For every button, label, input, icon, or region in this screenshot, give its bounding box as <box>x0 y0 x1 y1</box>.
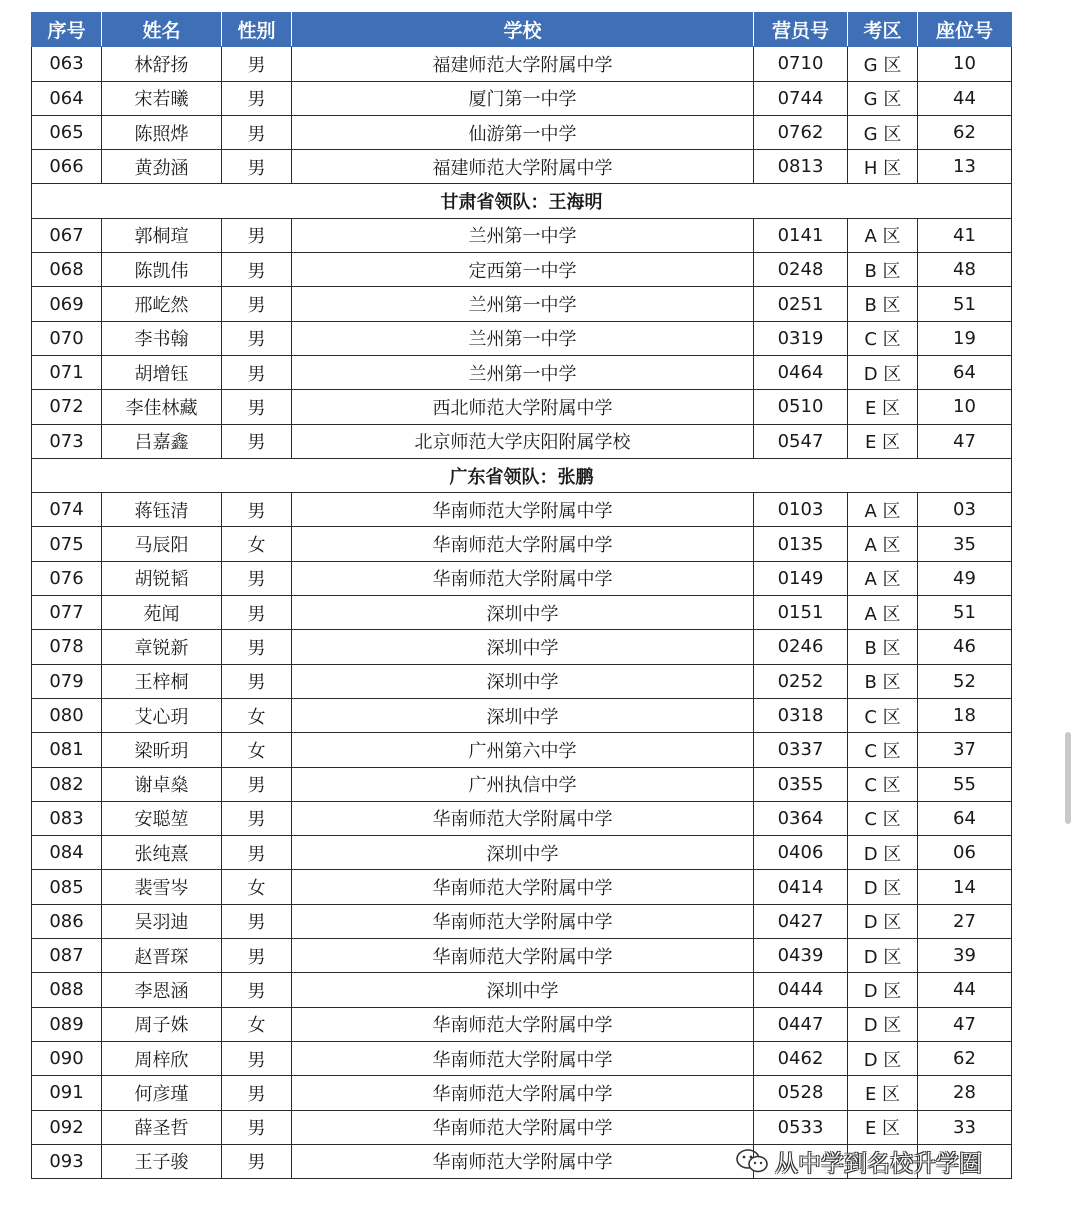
exam-zone-cell: D 区 <box>848 836 918 870</box>
seat-cell: 47 <box>918 1007 1012 1041</box>
table-row <box>32 801 1012 835</box>
table-row <box>32 287 1012 321</box>
table-row <box>32 150 1012 184</box>
name-cell: 陈照烨 <box>102 115 222 149</box>
table-row <box>32 596 1012 630</box>
index-cell: 088 <box>32 973 102 1007</box>
camper-id-cell: 0151 <box>754 596 848 630</box>
group-label: 甘肃省领队：王海明 <box>32 184 1012 218</box>
index-cell: 073 <box>32 424 102 458</box>
table-row <box>32 81 1012 115</box>
exam-zone-cell: E 区 <box>848 1076 918 1110</box>
col-header-gender: 性别 <box>222 13 292 47</box>
watermark-text: 从中学到名校升学圈 <box>775 1150 982 1177</box>
table-row <box>32 973 1012 1007</box>
exam-zone-cell: G 区 <box>848 115 918 149</box>
exam-zone-cell: H 区 <box>848 150 918 184</box>
school-cell: 华南师范大学附属中学 <box>292 801 754 835</box>
exam-zone-cell: B 区 <box>848 287 918 321</box>
table-row <box>32 904 1012 938</box>
table-row <box>32 733 1012 767</box>
index-cell: 083 <box>32 801 102 835</box>
exam-zone-cell: D 区 <box>848 904 918 938</box>
index-cell: 084 <box>32 836 102 870</box>
camper-id-cell: 0447 <box>754 1007 848 1041</box>
index-cell: 074 <box>32 493 102 527</box>
gender-cell: 女 <box>222 733 292 767</box>
exam-zone-cell: E 区 <box>848 390 918 424</box>
seat-cell: 03 <box>918 493 1012 527</box>
table-row <box>32 1076 1012 1110</box>
school-cell: 兰州第一中学 <box>292 321 754 355</box>
table-row <box>32 664 1012 698</box>
gender-cell: 男 <box>222 836 292 870</box>
gender-cell: 男 <box>222 321 292 355</box>
gender-cell: 女 <box>222 527 292 561</box>
wechat-icon <box>735 1148 769 1174</box>
seat-cell: 41 <box>918 218 1012 252</box>
index-cell: 071 <box>32 355 102 389</box>
school-cell: 深圳中学 <box>292 664 754 698</box>
gender-cell: 男 <box>222 390 292 424</box>
name-cell: 张纯熹 <box>102 836 222 870</box>
school-cell: 华南师范大学附属中学 <box>292 1076 754 1110</box>
table-header <box>32 13 1012 47</box>
table-row <box>32 355 1012 389</box>
gender-cell: 男 <box>222 253 292 287</box>
school-cell: 仙游第一中学 <box>292 115 754 149</box>
index-cell: 069 <box>32 287 102 321</box>
gender-cell: 男 <box>222 287 292 321</box>
name-cell: 黄劲涵 <box>102 150 222 184</box>
seat-cell: 47 <box>918 424 1012 458</box>
table-row <box>32 47 1012 81</box>
exam-zone-cell: G 区 <box>848 47 918 81</box>
gender-cell: 男 <box>222 801 292 835</box>
seat-cell: 64 <box>918 355 1012 389</box>
school-cell: 华南师范大学附属中学 <box>292 1110 754 1144</box>
index-cell: 077 <box>32 596 102 630</box>
camper-id-cell: 0528 <box>754 1076 848 1110</box>
table-row <box>32 527 1012 561</box>
camper-id-cell: 0762 <box>754 115 848 149</box>
col-header-seat: 座位号 <box>918 13 1012 47</box>
school-cell: 深圳中学 <box>292 698 754 732</box>
school-cell: 华南师范大学附属中学 <box>292 904 754 938</box>
table-row <box>32 424 1012 458</box>
table-row <box>32 767 1012 801</box>
exam-zone-cell: D 区 <box>848 973 918 1007</box>
name-cell: 李书翰 <box>102 321 222 355</box>
school-cell: 福建师范大学附属中学 <box>292 150 754 184</box>
camper-id-cell: 0364 <box>754 801 848 835</box>
seat-cell: 35 <box>918 527 1012 561</box>
seat-cell: 55 <box>918 767 1012 801</box>
exam-zone-cell: D 区 <box>848 1041 918 1075</box>
index-cell: 086 <box>32 904 102 938</box>
seat-cell: 27 <box>918 904 1012 938</box>
table-row <box>32 1041 1012 1075</box>
seat-cell: 62 <box>918 115 1012 149</box>
school-cell: 华南师范大学附属中学 <box>292 1041 754 1075</box>
table-row <box>32 939 1012 973</box>
seat-cell: 48 <box>918 253 1012 287</box>
school-cell: 深圳中学 <box>292 836 754 870</box>
exam-zone-cell: A 区 <box>848 596 918 630</box>
school-cell: 广州执信中学 <box>292 767 754 801</box>
name-cell: 林舒扬 <box>102 47 222 81</box>
gender-cell: 男 <box>222 81 292 115</box>
group-label: 广东省领队：张鹏 <box>32 458 1012 492</box>
table-body <box>32 47 1012 1179</box>
table-row <box>32 630 1012 664</box>
seat-cell: 33 <box>918 1110 1012 1144</box>
name-cell: 艾心玥 <box>102 698 222 732</box>
camper-id-cell: 0744 <box>754 81 848 115</box>
camper-id-cell: 0141 <box>754 218 848 252</box>
gender-cell: 男 <box>222 939 292 973</box>
name-cell: 章锐新 <box>102 630 222 664</box>
school-cell: 华南师范大学附属中学 <box>292 493 754 527</box>
name-cell: 李恩涵 <box>102 973 222 1007</box>
index-cell: 087 <box>32 939 102 973</box>
exam-zone-cell: C 区 <box>848 698 918 732</box>
camper-id-cell: 0103 <box>754 493 848 527</box>
seat-cell: 28 <box>918 1076 1012 1110</box>
exam-zone-cell: A 区 <box>848 218 918 252</box>
seat-cell: 18 <box>918 698 1012 732</box>
camper-id-cell: 0252 <box>754 664 848 698</box>
exam-zone-cell: B 区 <box>848 630 918 664</box>
seat-cell: 10 <box>918 47 1012 81</box>
exam-zone-cell: D 区 <box>848 870 918 904</box>
name-cell: 蒋钰清 <box>102 493 222 527</box>
gender-cell: 男 <box>222 218 292 252</box>
table-row <box>32 698 1012 732</box>
name-cell: 周子姝 <box>102 1007 222 1041</box>
school-cell: 深圳中学 <box>292 596 754 630</box>
school-cell: 定西第一中学 <box>292 253 754 287</box>
camper-id-cell: 0414 <box>754 870 848 904</box>
gender-cell: 男 <box>222 1041 292 1075</box>
col-header-index: 序号 <box>32 13 102 47</box>
gender-cell: 男 <box>222 904 292 938</box>
camper-id-cell: 0251 <box>754 287 848 321</box>
camper-id-cell: 0533 <box>754 1110 848 1144</box>
index-cell: 079 <box>32 664 102 698</box>
index-cell: 090 <box>32 1041 102 1075</box>
seat-cell: 06 <box>918 836 1012 870</box>
name-cell: 何彦瑾 <box>102 1076 222 1110</box>
name-cell: 吕嘉鑫 <box>102 424 222 458</box>
camper-id-cell: 0427 <box>754 904 848 938</box>
name-cell: 宋若曦 <box>102 81 222 115</box>
camper-id-cell: 0319 <box>754 321 848 355</box>
exam-zone-cell: E 区 <box>848 424 918 458</box>
exam-zone-cell: D 区 <box>848 939 918 973</box>
camper-id-cell: 0444 <box>754 973 848 1007</box>
school-cell: 福建师范大学附属中学 <box>292 47 754 81</box>
school-cell: 华南师范大学附属中学 <box>292 1007 754 1041</box>
index-cell: 081 <box>32 733 102 767</box>
name-cell: 裴雪岑 <box>102 870 222 904</box>
exam-zone-cell: B 区 <box>848 253 918 287</box>
table-row <box>32 870 1012 904</box>
gender-cell: 男 <box>222 115 292 149</box>
header-row <box>32 13 1012 47</box>
index-cell: 089 <box>32 1007 102 1041</box>
group-header-row <box>32 184 1012 218</box>
exam-zone-cell: G 区 <box>848 81 918 115</box>
index-cell: 066 <box>32 150 102 184</box>
gender-cell: 男 <box>222 493 292 527</box>
school-cell: 兰州第一中学 <box>292 355 754 389</box>
group-header-row <box>32 458 1012 492</box>
camper-id-cell: 0510 <box>754 390 848 424</box>
name-cell: 马辰阳 <box>102 527 222 561</box>
table-row <box>32 390 1012 424</box>
camper-id-cell: 0406 <box>754 836 848 870</box>
school-cell: 深圳中学 <box>292 630 754 664</box>
name-cell: 王子骏 <box>102 1144 222 1178</box>
gender-cell: 女 <box>222 698 292 732</box>
camper-id-cell: 0464 <box>754 355 848 389</box>
scrollbar-thumb[interactable] <box>1065 732 1071 824</box>
seat-cell: 13 <box>918 150 1012 184</box>
school-cell: 北京师范大学庆阳附属学校 <box>292 424 754 458</box>
camper-id-cell: 0337 <box>754 733 848 767</box>
name-cell: 苑闻 <box>102 596 222 630</box>
school-cell: 深圳中学 <box>292 973 754 1007</box>
school-cell: 兰州第一中学 <box>292 218 754 252</box>
exam-zone-cell: C 区 <box>848 801 918 835</box>
index-cell: 065 <box>32 115 102 149</box>
exam-zone-cell: A 区 <box>848 561 918 595</box>
school-cell: 西北师范大学附属中学 <box>292 390 754 424</box>
seat-cell: 44 <box>918 81 1012 115</box>
col-header-exam-zone: 考区 <box>848 13 918 47</box>
name-cell: 胡增钰 <box>102 355 222 389</box>
index-cell: 076 <box>32 561 102 595</box>
camper-id-cell: 0355 <box>754 767 848 801</box>
camper-id-cell: 0813 <box>754 150 848 184</box>
seat-cell: 51 <box>918 287 1012 321</box>
gender-cell: 女 <box>222 1007 292 1041</box>
seat-cell: 52 <box>918 664 1012 698</box>
index-cell: 078 <box>32 630 102 664</box>
name-cell: 郭桐瑄 <box>102 218 222 252</box>
index-cell: 072 <box>32 390 102 424</box>
index-cell: 080 <box>32 698 102 732</box>
index-cell: 067 <box>32 218 102 252</box>
name-cell: 邢屹然 <box>102 287 222 321</box>
gender-cell: 男 <box>222 1110 292 1144</box>
exam-zone-cell: C 区 <box>848 321 918 355</box>
seat-cell: 51 <box>918 596 1012 630</box>
gender-cell: 男 <box>222 1076 292 1110</box>
col-header-school: 学校 <box>292 13 754 47</box>
seat-cell: 64 <box>918 801 1012 835</box>
table-row <box>32 253 1012 287</box>
name-cell: 吴羽迪 <box>102 904 222 938</box>
name-cell: 胡锐韬 <box>102 561 222 595</box>
table-row <box>32 1110 1012 1144</box>
school-cell: 华南师范大学附属中学 <box>292 1144 754 1178</box>
name-cell: 赵晋琛 <box>102 939 222 973</box>
index-cell: 085 <box>32 870 102 904</box>
exam-zone-cell: C 区 <box>848 733 918 767</box>
gender-cell: 男 <box>222 973 292 1007</box>
gender-cell: 男 <box>222 596 292 630</box>
table-row <box>32 321 1012 355</box>
name-cell: 谢卓燊 <box>102 767 222 801</box>
index-cell: 064 <box>32 81 102 115</box>
school-cell: 广州第六中学 <box>292 733 754 767</box>
name-cell: 周梓欣 <box>102 1041 222 1075</box>
camper-id-cell: 0547 <box>754 424 848 458</box>
camper-id-cell: 0248 <box>754 253 848 287</box>
exam-zone-cell: A 区 <box>848 527 918 561</box>
exam-zone-cell: D 区 <box>848 355 918 389</box>
table-row <box>32 561 1012 595</box>
camper-id-cell: 0135 <box>754 527 848 561</box>
table-row <box>32 836 1012 870</box>
seat-cell: 39 <box>918 939 1012 973</box>
seat-cell: 62 <box>918 1041 1012 1075</box>
school-cell: 华南师范大学附属中学 <box>292 527 754 561</box>
camper-id-cell: 0246 <box>754 630 848 664</box>
camper-id-cell: 0439 <box>754 939 848 973</box>
gender-cell: 男 <box>222 150 292 184</box>
name-cell: 李佳林藏 <box>102 390 222 424</box>
exam-zone-cell: C 区 <box>848 767 918 801</box>
seat-cell: 19 <box>918 321 1012 355</box>
gender-cell: 女 <box>222 870 292 904</box>
name-cell: 薛圣哲 <box>102 1110 222 1144</box>
exam-zone-cell: B 区 <box>848 664 918 698</box>
name-cell: 陈凯伟 <box>102 253 222 287</box>
school-cell: 华南师范大学附属中学 <box>292 870 754 904</box>
col-header-camper-id: 营员号 <box>754 13 848 47</box>
index-cell: 070 <box>32 321 102 355</box>
watermark <box>735 1144 982 1178</box>
gender-cell: 男 <box>222 664 292 698</box>
name-cell: 梁昕玥 <box>102 733 222 767</box>
seat-cell: 49 <box>918 561 1012 595</box>
camper-id-cell: 0149 <box>754 561 848 595</box>
table-row <box>32 1007 1012 1041</box>
school-cell: 华南师范大学附属中学 <box>292 939 754 973</box>
school-cell: 厦门第一中学 <box>292 81 754 115</box>
gender-cell: 男 <box>222 630 292 664</box>
gender-cell: 男 <box>222 767 292 801</box>
seat-cell: 37 <box>918 733 1012 767</box>
gender-cell: 男 <box>222 561 292 595</box>
index-cell: 068 <box>32 253 102 287</box>
camper-id-cell: 0462 <box>754 1041 848 1075</box>
index-cell: 075 <box>32 527 102 561</box>
index-cell: 092 <box>32 1110 102 1144</box>
seat-cell: 14 <box>918 870 1012 904</box>
exam-zone-cell: E 区 <box>848 1110 918 1144</box>
seat-cell: 10 <box>918 390 1012 424</box>
gender-cell: 男 <box>222 424 292 458</box>
name-cell: 王梓桐 <box>102 664 222 698</box>
name-cell: 安聪堃 <box>102 801 222 835</box>
participant-table <box>31 12 1012 1179</box>
table-row <box>32 218 1012 252</box>
school-cell: 兰州第一中学 <box>292 287 754 321</box>
gender-cell: 男 <box>222 47 292 81</box>
gender-cell: 男 <box>222 355 292 389</box>
gender-cell: 男 <box>222 1144 292 1178</box>
table-row <box>32 493 1012 527</box>
exam-zone-cell: D 区 <box>848 1007 918 1041</box>
index-cell: 082 <box>32 767 102 801</box>
camper-id-cell: 0710 <box>754 47 848 81</box>
index-cell: 063 <box>32 47 102 81</box>
exam-zone-cell: A 区 <box>848 493 918 527</box>
table-row <box>32 115 1012 149</box>
school-cell: 华南师范大学附属中学 <box>292 561 754 595</box>
camper-id-cell: 0318 <box>754 698 848 732</box>
index-cell: 093 <box>32 1144 102 1178</box>
col-header-name: 姓名 <box>102 13 222 47</box>
seat-cell: 46 <box>918 630 1012 664</box>
seat-cell: 44 <box>918 973 1012 1007</box>
index-cell: 091 <box>32 1076 102 1110</box>
